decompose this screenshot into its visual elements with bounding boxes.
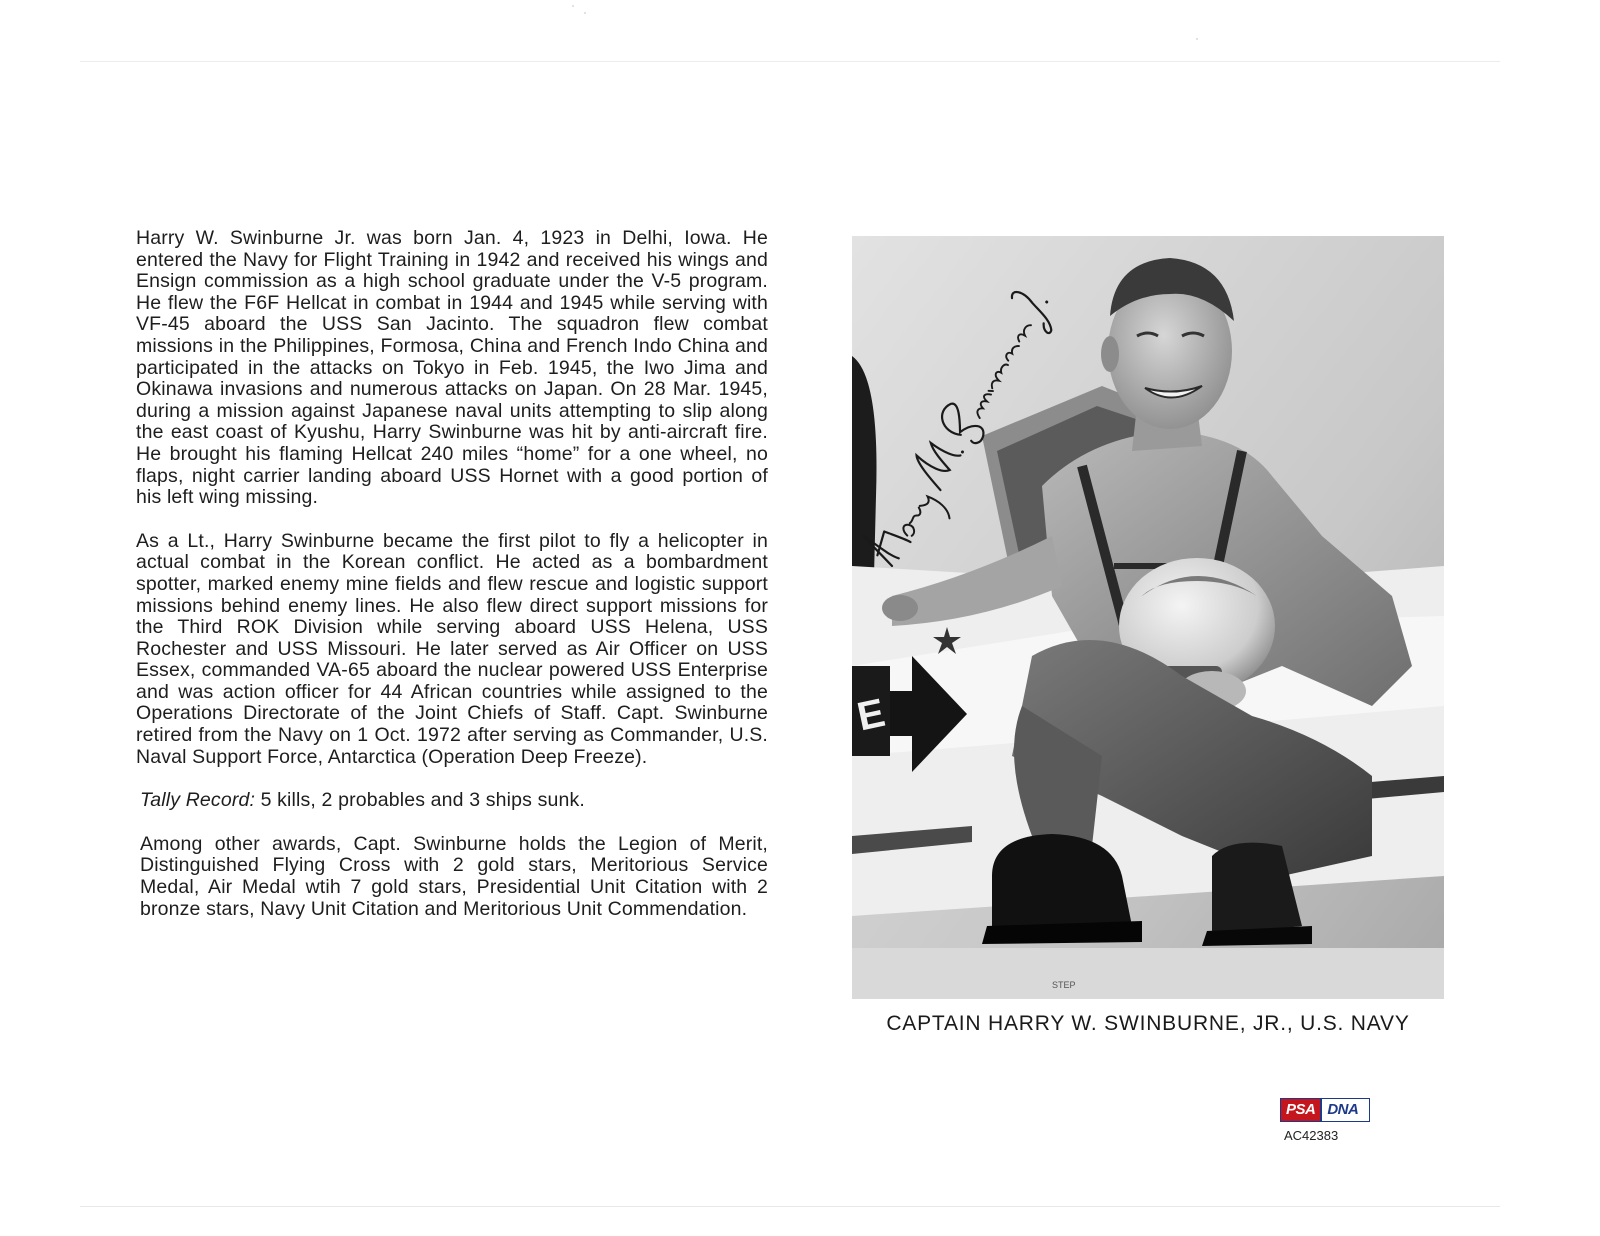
- tally-record: [136, 790, 768, 812]
- top-border-line: [80, 61, 1500, 62]
- pilot-portrait-illustration: [852, 236, 1444, 999]
- paper-speck: [572, 5, 574, 7]
- tally-record-label: Tally Record:: [140, 789, 256, 812]
- psa-dna-logo: [1280, 1098, 1370, 1122]
- tally-record-value: 5 kills, 2 probables and 3 ships sunk.: [255, 789, 585, 812]
- bio-paragraph-early-career: Harry W. Swinburne Jr. was born Jan. 4, 1923 in Delhi, Iowa. He entered the Navy for Flight Training in 1942 and received his wings and Ensign commission as a high school graduate under the V-5 program. He flew the F6F Hellcat in combat in 1944 and 1945 while serving with VF-45 aboard the USS San Jacinto. The squadron flew combat missions in the Philippines, Formosa, China and French Indo China and participated in the attacks on Tokyo in Feb. 1945, the Iwo Jima and Okinawa invasions and numerous attacks on Japan. On 28 Mar. 1945, during a mission against Japanese naval units attempting to slip along the east coast of Kyushu, Harry Swinburne was hit by anti-aircraft fire. He brought his flaming Hellcat 240 miles “home” for a one wheel, no flaps, night carrier landing aboard USS Hornet with a good portion of his left wing missing.: [136, 227, 768, 509]
- dna-logo-text: DNA: [1320, 1099, 1363, 1121]
- stencil-text: STEP: [1052, 980, 1076, 990]
- authentication-sticker: [1280, 1098, 1372, 1143]
- bio-paragraph-awards: Among other awards, Capt. Swinburne holds the Legion of Merit, Distinguished Flying Cross with 2 gold stars, Meritorious Service Medal, Air Medal wtih 7 gold stars, Presidential Unit Citation with 2 bronze stars, Navy Unit Citation and Meritorious Unit Commendation.: [140, 832, 768, 920]
- psa-logo-text: PSA: [1281, 1099, 1320, 1121]
- paper-speck: [1196, 38, 1198, 40]
- pilot-portrait-photo: [852, 236, 1444, 999]
- biography-text: [136, 228, 768, 920]
- authentication-code: AC42383: [1284, 1128, 1339, 1143]
- paper-speck: [584, 12, 586, 14]
- bio-paragraph-korea-career: As a Lt., Harry Swinburne became the first pilot to fly a helicopter in actual combat in the Korean conflict. He acted as a bombardment spotter, marked enemy mine fields and flew rescue and logistic support missions behind enemy lines. He also flew direct support missions for the Third ROK Division while serving aboard USS Helena, USS Rochester and USS Missouri. He later served as Air Officer on USS Essex, commanded VA-65 aboard the nuclear powered USS Enterprise and was action officer for 44 African countries while assigned to the Operations Directorate of the Joint Chiefs of Staff. Capt. Swinburne retired from the Navy on 1 Oct. 1972 after serving as Commander, U.S. Naval Support Force, Antarctica (Operation Deep Freeze).: [136, 529, 768, 768]
- photo-caption: CAPTAIN HARRY W. SWINBURNE, JR., U.S. NAVY: [886, 1012, 1410, 1035]
- bottom-border-line: [80, 1206, 1500, 1207]
- svg-text:E: E: [853, 690, 889, 740]
